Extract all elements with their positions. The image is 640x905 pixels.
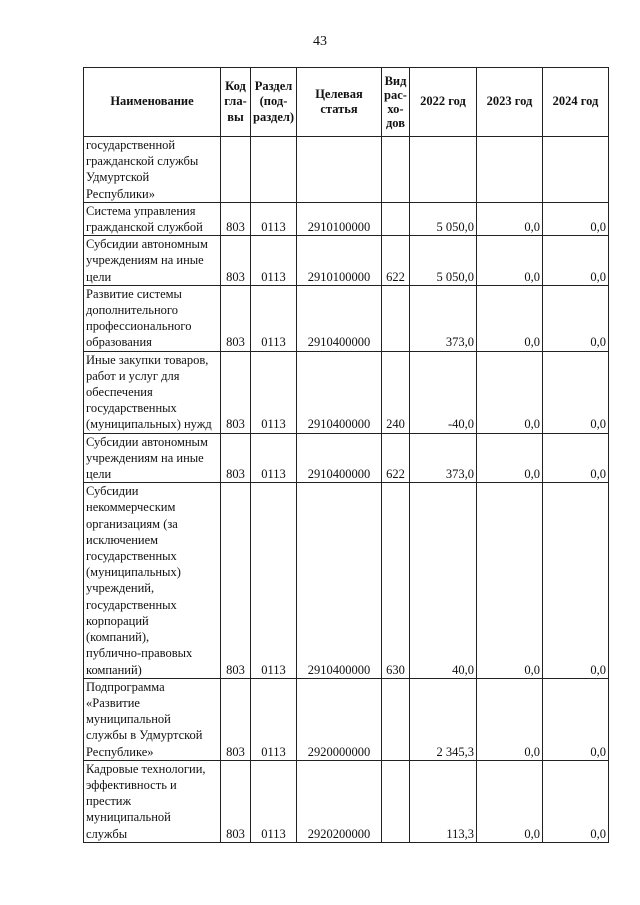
row-type: 622	[382, 236, 410, 286]
row-2023: 0,0	[477, 433, 543, 483]
row-2022: 373,0	[410, 285, 477, 351]
row-2024: 0,0	[543, 351, 609, 433]
row-code: 803	[221, 202, 251, 235]
row-target: 2910100000	[297, 236, 382, 286]
row-target: 2910400000	[297, 483, 382, 678]
row-2022: 40,0	[410, 483, 477, 678]
row-2023: 0,0	[477, 678, 543, 760]
row-section: 0113	[251, 351, 297, 433]
table-row	[84, 760, 609, 842]
row-2022: 5 050,0	[410, 236, 477, 286]
row-2022: 2 345,3	[410, 678, 477, 760]
row-name: государственной гражданской службы Удмуртской Республики»	[84, 137, 221, 203]
row-2024: 0,0	[543, 285, 609, 351]
header-row	[84, 68, 609, 137]
row-name: Кадровые технологии, эффективность и престиж муниципальной службы	[84, 760, 221, 842]
row-2024: 0,0	[543, 202, 609, 235]
header-2022: 2022 год	[410, 68, 477, 137]
row-2023: 0,0	[477, 351, 543, 433]
row-2024: 0,0	[543, 483, 609, 678]
row-2024: 0,0	[543, 433, 609, 483]
page-number: 43	[313, 34, 327, 49]
header-section: Раздел (под- раздел)	[251, 68, 297, 137]
row-name: Система управления гражданской службой	[84, 202, 221, 235]
row-name: Иные закупки товаров, работ и услуг для обеспечения государственных (муниципальных) нужд	[84, 351, 221, 433]
row-type: 622	[382, 433, 410, 483]
row-name: Субсидии некоммерческим организациям (за исключением государственных (муниципальных) учреждений, государственных корпораций (компаний), публично-правовых компаний)	[84, 483, 221, 678]
row-code: 803	[221, 351, 251, 433]
table-row	[84, 433, 609, 483]
row-section: 0113	[251, 433, 297, 483]
row-code: 803	[221, 760, 251, 842]
row-2023: 0,0	[477, 483, 543, 678]
row-target	[297, 137, 382, 203]
row-code: 803	[221, 285, 251, 351]
row-target: 2910400000	[297, 433, 382, 483]
row-type	[382, 202, 410, 235]
row-2024: 0,0	[543, 236, 609, 286]
row-2022: 373,0	[410, 433, 477, 483]
header-2024: 2024 год	[543, 68, 609, 137]
row-2022: 5 050,0	[410, 202, 477, 235]
header-target: Целевая статья	[297, 68, 382, 137]
row-type: 240	[382, 351, 410, 433]
row-name: Субсидии автономным учреждениям на иные цели	[84, 433, 221, 483]
row-type	[382, 678, 410, 760]
table-row	[84, 236, 609, 286]
row-code: 803	[221, 433, 251, 483]
row-2022: -40,0	[410, 351, 477, 433]
header-code: Код гла- вы	[221, 68, 251, 137]
row-2024: 0,0	[543, 760, 609, 842]
table-row	[84, 137, 609, 203]
row-2024: 0,0	[543, 678, 609, 760]
row-code: 803	[221, 236, 251, 286]
header-name: Наименование	[84, 68, 221, 137]
row-section: 0113	[251, 202, 297, 235]
row-2023: 0,0	[477, 236, 543, 286]
row-code: 803	[221, 678, 251, 760]
row-target: 2920200000	[297, 760, 382, 842]
header-2023: 2023 год	[477, 68, 543, 137]
row-section: 0113	[251, 678, 297, 760]
row-target: 2910100000	[297, 202, 382, 235]
row-target: 2910400000	[297, 285, 382, 351]
row-2023: 0,0	[477, 285, 543, 351]
row-type	[382, 760, 410, 842]
budget-table	[83, 67, 609, 843]
row-section	[251, 137, 297, 203]
row-2022	[410, 137, 477, 203]
row-2023: 0,0	[477, 202, 543, 235]
row-name: Подпрограмма «Развитие муниципальной службы в Удмуртской Республике»	[84, 678, 221, 760]
row-target: 2920000000	[297, 678, 382, 760]
row-type: 630	[382, 483, 410, 678]
row-target: 2910400000	[297, 351, 382, 433]
row-name: Субсидии автономным учреждениям на иные цели	[84, 236, 221, 286]
row-code: 803	[221, 483, 251, 678]
row-type	[382, 285, 410, 351]
table-row	[84, 483, 609, 678]
row-section: 0113	[251, 236, 297, 286]
row-name: Развитие системы дополнительного профессионального образования	[84, 285, 221, 351]
row-2023	[477, 137, 543, 203]
row-section: 0113	[251, 483, 297, 678]
table-row	[84, 202, 609, 235]
row-type	[382, 137, 410, 203]
header-type: Вид рас- хо- дов	[382, 68, 410, 137]
row-2023: 0,0	[477, 760, 543, 842]
row-code	[221, 137, 251, 203]
table-row	[84, 351, 609, 433]
row-section: 0113	[251, 760, 297, 842]
row-2024	[543, 137, 609, 203]
table-row	[84, 678, 609, 760]
table-row	[84, 285, 609, 351]
row-2022: 113,3	[410, 760, 477, 842]
row-section: 0113	[251, 285, 297, 351]
